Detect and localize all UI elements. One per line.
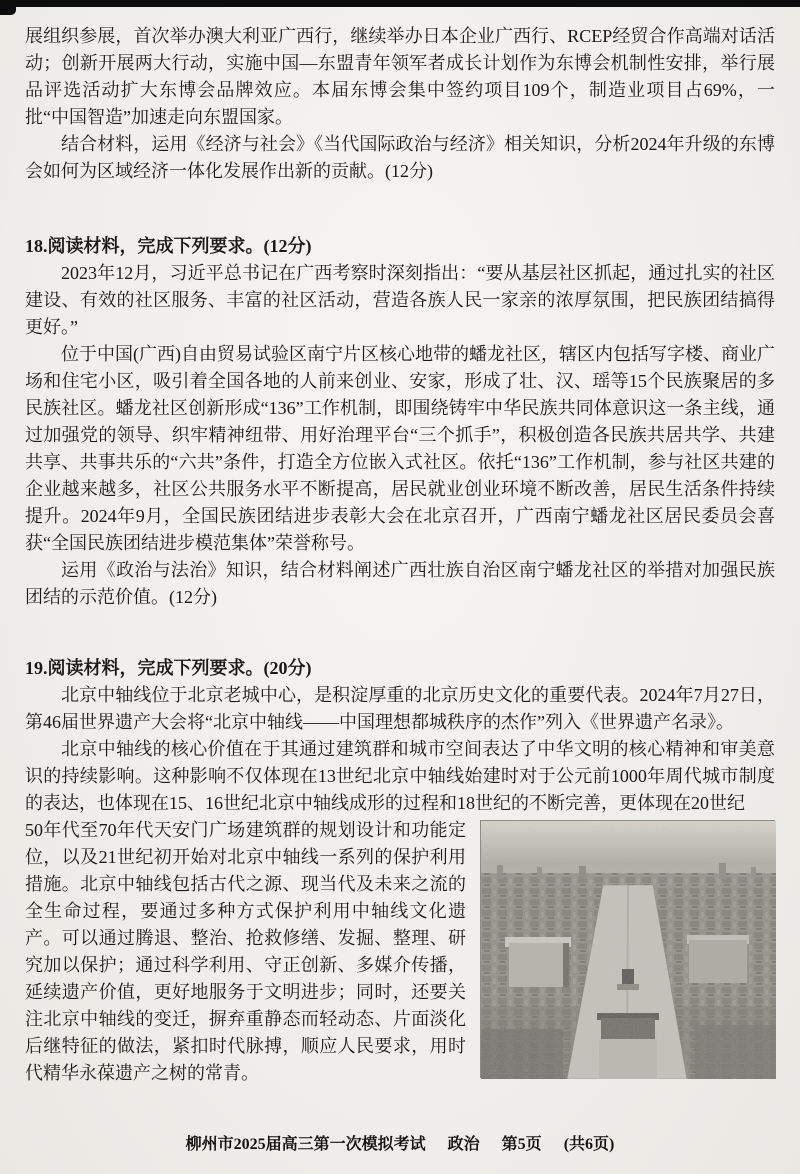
page-content <box>25 23 775 1087</box>
question-18 <box>25 233 775 611</box>
q17-task-text: 结合材料，运用《经济与社会》《当代国际政治与经济》相关知识，分析2024年升级的东博会如何为区域经济一体化发展作出新的贡献。(12分) <box>25 134 775 181</box>
page-footer <box>0 1131 800 1154</box>
beijing-central-axis-aerial-photo-icon <box>480 820 775 1078</box>
question-19 <box>25 655 775 1087</box>
footer-exam-title: 柳州市2025届高三第一次模拟考试 <box>185 1136 426 1153</box>
question-19-material-1: 北京中轴线位于北京老城中心，是积淀厚重的北京历史文化的重要代表。2024年7月27日，第46届世界遗产大会将“北京中轴线——中国理想都城秩序的杰作”列入《世界遗产名录》。 <box>25 685 775 732</box>
footer-subject: 政治 <box>447 1136 480 1153</box>
question-18-material-2: 位于中国(广西)自由贸易试验区南宁片区核心地带的蟠龙社区，辖区内包括写字楼、商业广场和住宅小区，吸引着全国各地的人前来创业、安家，形成了壮、汉、瑶等15个民族聚居的多民族社区。蟠龙社区创新形成“136”工作机制，即围绕铸牢中华民族共同体意识这一条主线，通过加强党的领导、织牢精神纽带、用好治理平台“三个抓手”，积极创造各民族共居共学、共建共享、共事共乐的“六共”条件，打造全方位嵌入式社区。依托“136”工作机制，参与社区共建的企业越来越多，社区公共服务水平不断提高，居民就业创业环境不断改善，居民生活条件持续提升。2024年9月，全国民族团结进步表彰大会在北京召开，广西南宁蟠龙社区居民委员会喜获“全国民族团结进步模范集体”荣誉称号。 <box>25 344 775 553</box>
question-19-material-2-part1: 北京中轴线的核心价值在于其通过建筑群和城市空间表达了中华文明的核心精神和审美意识的持续影响。这种影响不仅体现在13世纪北京中轴线始建时对于公元前1000年周代城市制度的表达，也体现在15、16世纪北京中轴线成形的过程和18世纪的不断完善，更体现在20世纪 <box>25 739 775 813</box>
question-18-task: 运用《政治与法治》知识，结合材料阐述广西壮族自治区南宁蟠龙社区的举措对加强民族团结的示范价值。(12分) <box>25 560 775 607</box>
scan-artifact-top <box>0 0 800 7</box>
footer-total-pages: (共6页) <box>563 1136 615 1153</box>
question-19-heading: 19.阅读材料，完成下列要求。(20分) <box>25 658 312 678</box>
q17-continuation-text: 展组织参展，首次举办澳大利亚广西行，继续举办日本企业广西行、RCEP经贸合作高端对话活动；创新开展两大行动，实施中国—东盟青年领军者成长计划作为东博会机制性安排，举行展品评选活动扩大东博会品牌效应。本届东博会集中签约项目109个，制造业项目占69%，一批“中国智造”加速走向东盟国家。 <box>25 26 775 127</box>
question-18-material-1: 2023年12月，习近平总书记在广西考察时深刻指出：“要从基层社区抓起，通过扎实的社区建设、有效的社区服务、丰富的社区活动，营造各族人民一家亲的浓厚氛围，把民族团结搞得更好。” <box>25 263 775 337</box>
question-18-heading: 18.阅读材料，完成下列要求。(12分) <box>25 236 312 256</box>
question-19-material-2-part2: 50年代至70年代天安门广场建筑群的规划设计和功能定位，以及21世纪初开始对北京中轴线一系列的保护利用措施。北京中轴线包括古代之源、现当代及未来之流的全生命过程，要通过多种方式保护利用中轴线文化遗产。可以通过腾退、整治、抢救修缮、发掘、整理、研究加以保护；通过科学利用、守正创新、多媒介传播，延续遗产价值，更好地服务于文明进步；同时，还要关注北京中轴线的变迁，摒弃重静态而轻动态、片面淡化后继特征的做法，紧扣时代脉搏，顺应人民要求，用时代精华永葆遗产之树的常青。 <box>25 820 466 1083</box>
footer-page-number: 第5页 <box>501 1136 542 1153</box>
question-19-photo-flow <box>25 817 775 1087</box>
scan-artifact-corner <box>0 0 16 15</box>
